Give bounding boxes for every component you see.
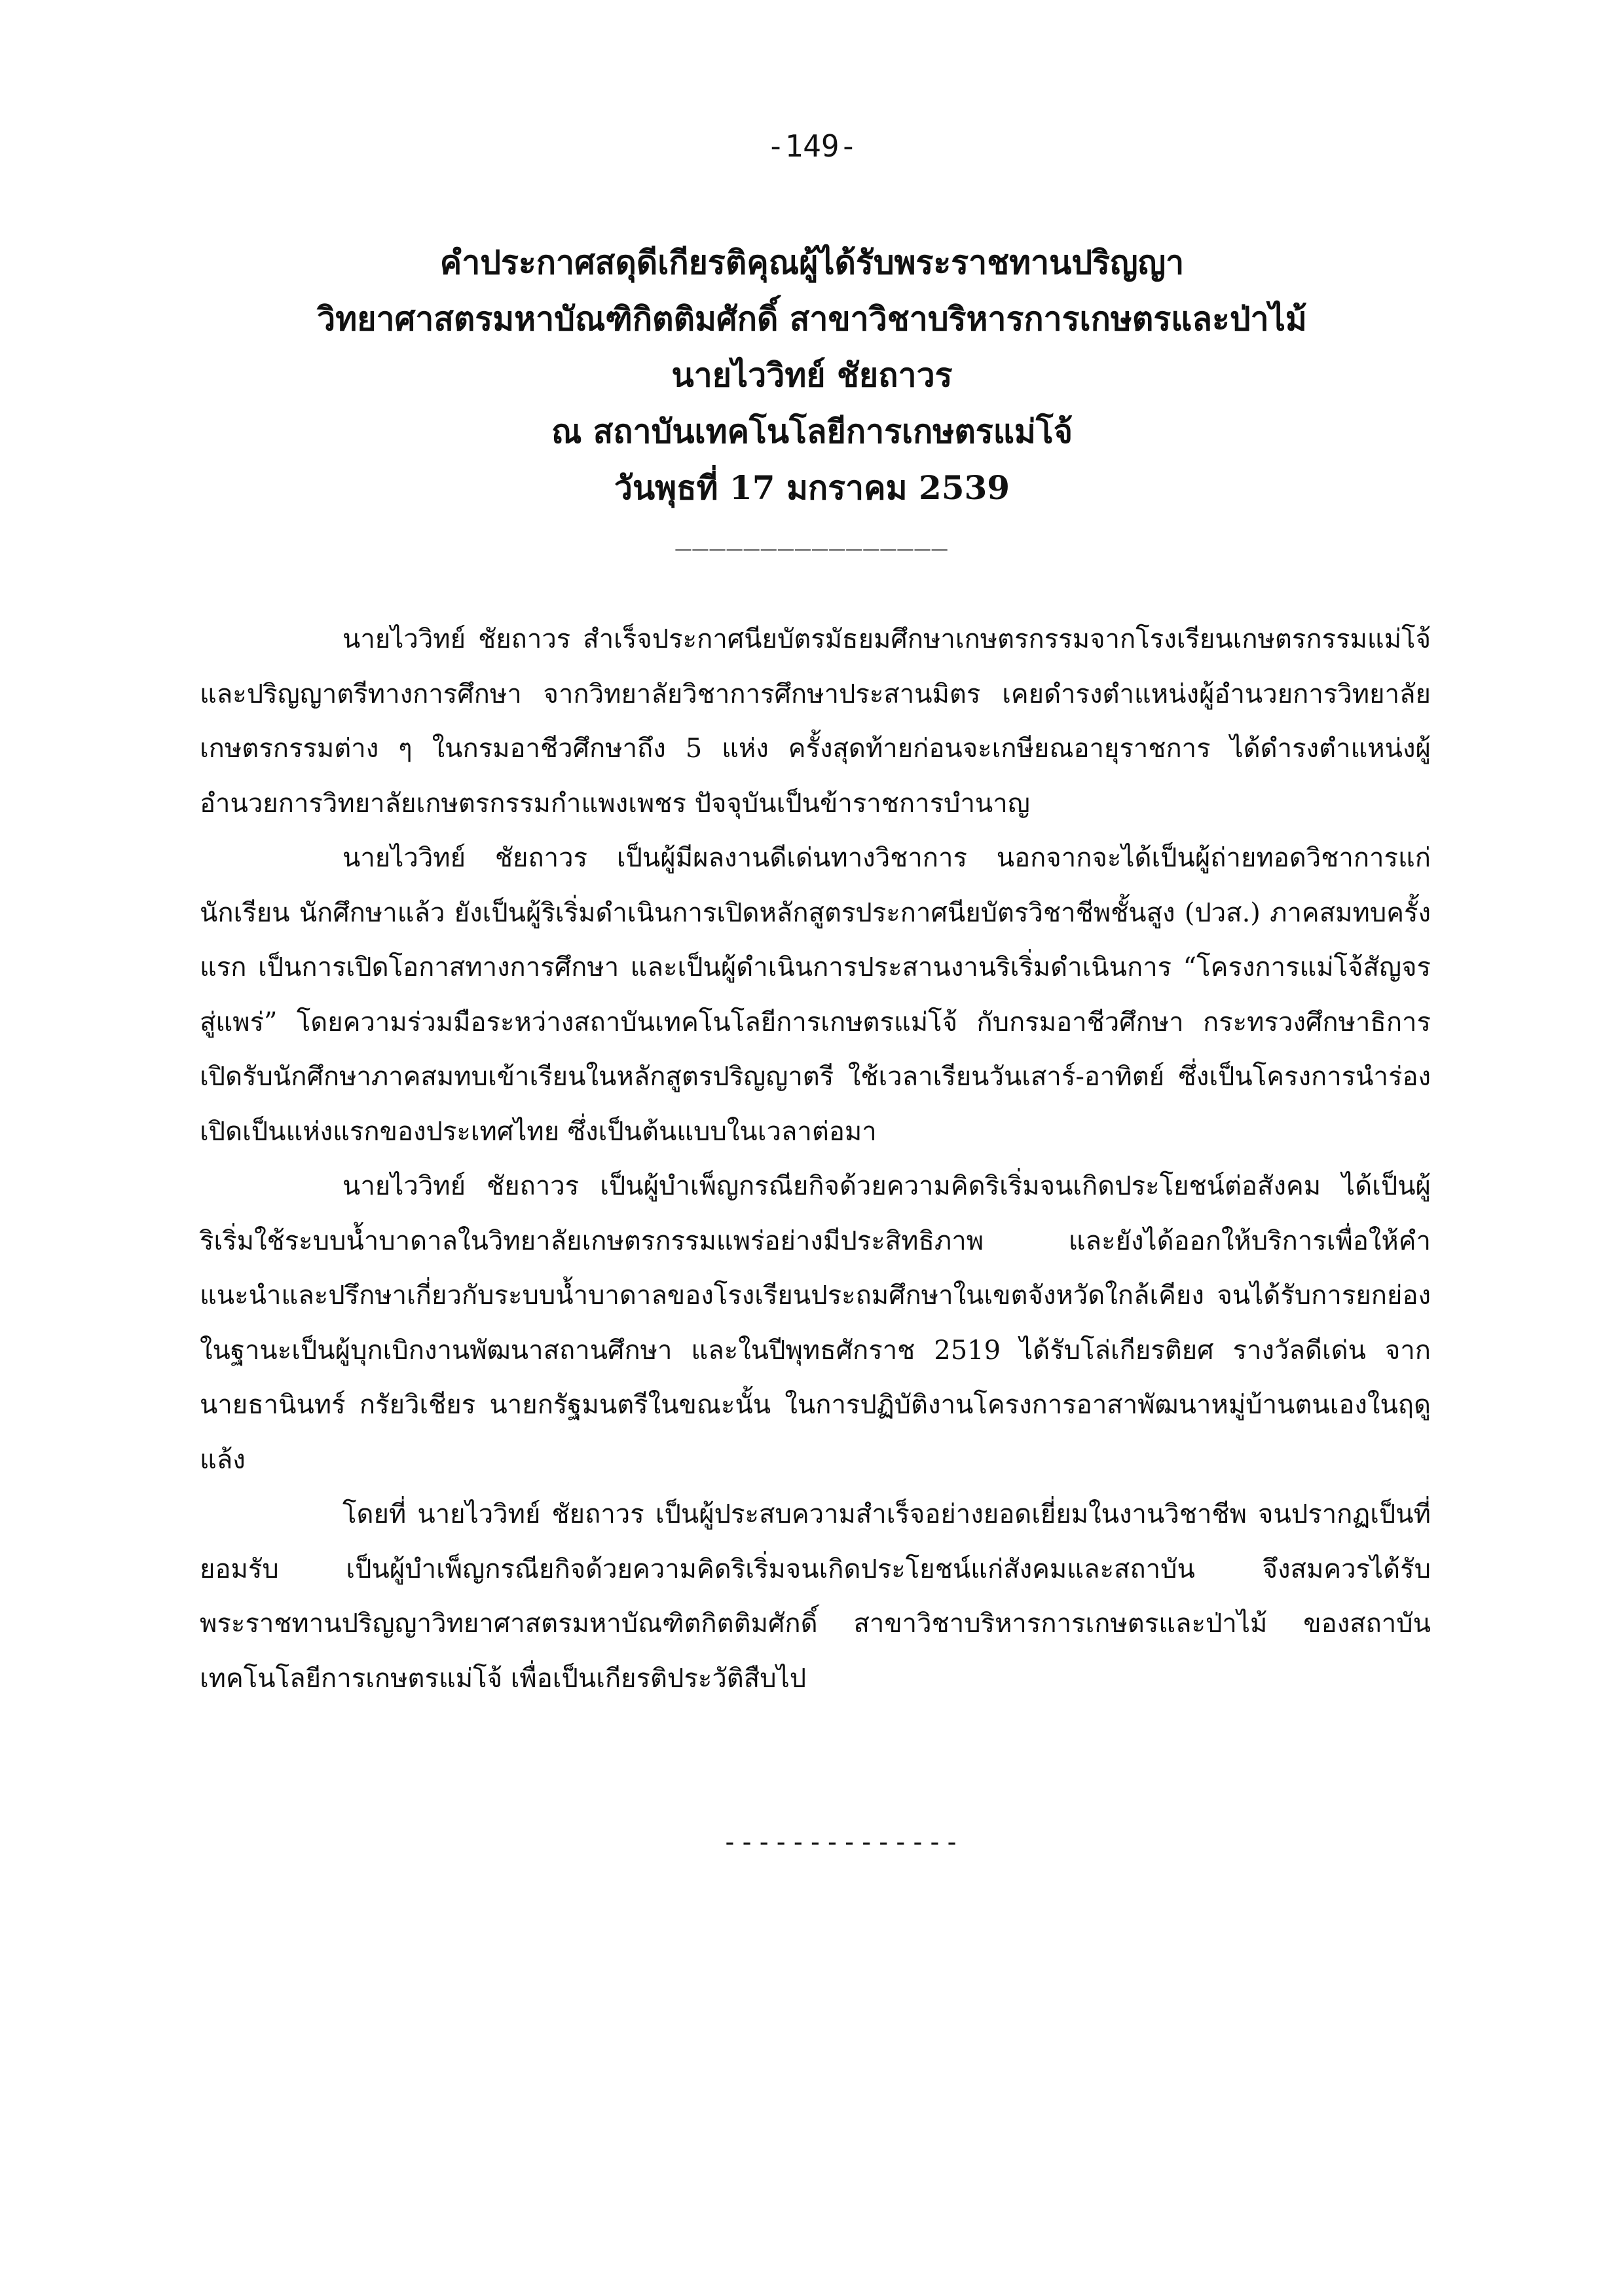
page-number: -149- bbox=[766, 128, 858, 164]
end-divider: -------------- bbox=[722, 1827, 961, 1857]
title-line-1: คำประกาศสดุดีเกียรติคุณผู้ได้รับพระราชทานปริญญา bbox=[439, 243, 1185, 282]
paragraph-4: โดยที่ นายไววิทย์ ชัยถาวร เป็นผู้ประสบความสำเร็จอย่างยอดเยี่ยมในงานวิชาชีพ จนปรากฏเป็นที่ยอมรับ เป็นผู้บำเพ็ญกรณียกิจด้วยความคิดริเริ่มจนเกิดประโยชน์แก่สังคมและสถาบัน จึงสมควรได้รับพระราชทานปริญญาวิทยาศาสตรมหาบัณฑิตกิตติมศักดิ์ สาขาวิชาบริหารการเกษตรและป่าไม้ ของสถาบันเทคโนโลยีการเกษตรแม่โจ้ เพื่อเป็นเกียรติประวัติสืบไป bbox=[200, 1499, 1431, 1694]
paragraph-2: นายไววิทย์ ชัยถาวร เป็นผู้มีผลงานดีเด่นทางวิชาการ นอกจากจะได้เป็นผู้ถ่ายทอดวิชาการแก่นักเรียน นักศึกษาแล้ว ยังเป็นผู้ริเริ่มดำเนินการเปิดหลักสูตรประกาศนียบัตรวิชาชีพชั้นสูง (ปวส.) ภาคสมทบครั้งแรก เป็นการเปิดโอกาสทางการศึกษา และเป็นผู้ดำเนินการประสานงานริเริ่มดำเนินการ “โครงการแม่โจ้สัญจรสู่แพร่” โดยความร่วมมือระหว่างสถาบันเทคโนโลยีการเกษตรแม่โจ้ กับกรมอาชีวศึกษา กระทรวงศึกษาธิการ เปิดรับนักศึกษาภาคสมทบเข้าเรียนในหลักสูตรปริญญาตรี ใช้เวลาเรียนวันเสาร์-อาทิตย์ ซึ่งเป็นโครงการนำร่อง เปิดเป็นแห่งแรกของประเทศไทย ซึ่งเป็นต้นแบบในเวลาต่อมา bbox=[200, 843, 1431, 1147]
paragraph-3: นายไววิทย์ ชัยถาวร เป็นผู้บำเพ็ญกรณียกิจด้วยความคิดริเริ่มจนเกิดประโยชน์ต่อสังคม ได้เป็นผู้ริเริ่มใช้ระบบน้ำบาดาลในวิทยาลัยเกษตรกรรมแพร่อย่างมีประสิทธิภาพ และยังได้ออกให้บริการเพื่อให้คำแนะนำและปรึกษาเกี่ยวกับระบบน้ำบาดาลของโรงเรียนประถมศึกษาในเขตจังหวัดใกล้เคียง จนได้รับการยกย่องในฐานะเป็นผู้บุกเบิกงานพัฒนาสถานศึกษา และในปีพุทธศักราช 2519 ได้รับโล่เกียรติยศ รางวัลดีเด่น จาก นายธานินทร์ กรัยวิเชียร นายกรัฐมนตรีในขณะนั้น ในการปฏิบัติงานโครงการอาสาพัฒนาหมู่บ้านตนเองในฤดูแล้ง bbox=[200, 1171, 1431, 1475]
document-title bbox=[0, 234, 1624, 516]
title-line-4: ณ สถาบันเทคโนโลยีการเกษตรแม่โจ้ bbox=[551, 412, 1073, 451]
title-line-5: วันพุธที่ 17 มกราคม 2539 bbox=[614, 468, 1010, 507]
paragraph-1: นายไววิทย์ ชัยถาวร สำเร็จประกาศนียบัตรมัธยมศึกษาเกษตรกรรมจากโรงเรียนเกษตรกรรมแม่โจ้ และปริญญาตรีทางการศึกษา จากวิทยาลัยวิชาการศึกษาประสานมิตร เคยดำรงตำแหน่งผู้อำนวยการวิทยาลัยเกษตรกรรมต่าง ๆ ในกรมอาชีวศึกษาถึง 5 แห่ง ครั้งสุดท้ายก่อนจะเกษียณอายุราชการ ได้ดำรงตำแหน่งผู้อำนวยการวิทยาลัยเกษตรกรรมกำแพงเพชร ปัจจุบันเป็นข้าราชการบำนาญ bbox=[200, 624, 1431, 819]
body-text bbox=[200, 612, 1431, 1706]
title-line-2: วิทยาศาสตรมหาบัณฑิกิตติมศักดิ์ สาขาวิชาบริหารการเกษตรและป่าไม้ bbox=[317, 299, 1307, 338]
title-divider: ________________ bbox=[675, 521, 949, 551]
title-line-3: นายไววิทย์ ชัยถาวร bbox=[671, 356, 953, 394]
